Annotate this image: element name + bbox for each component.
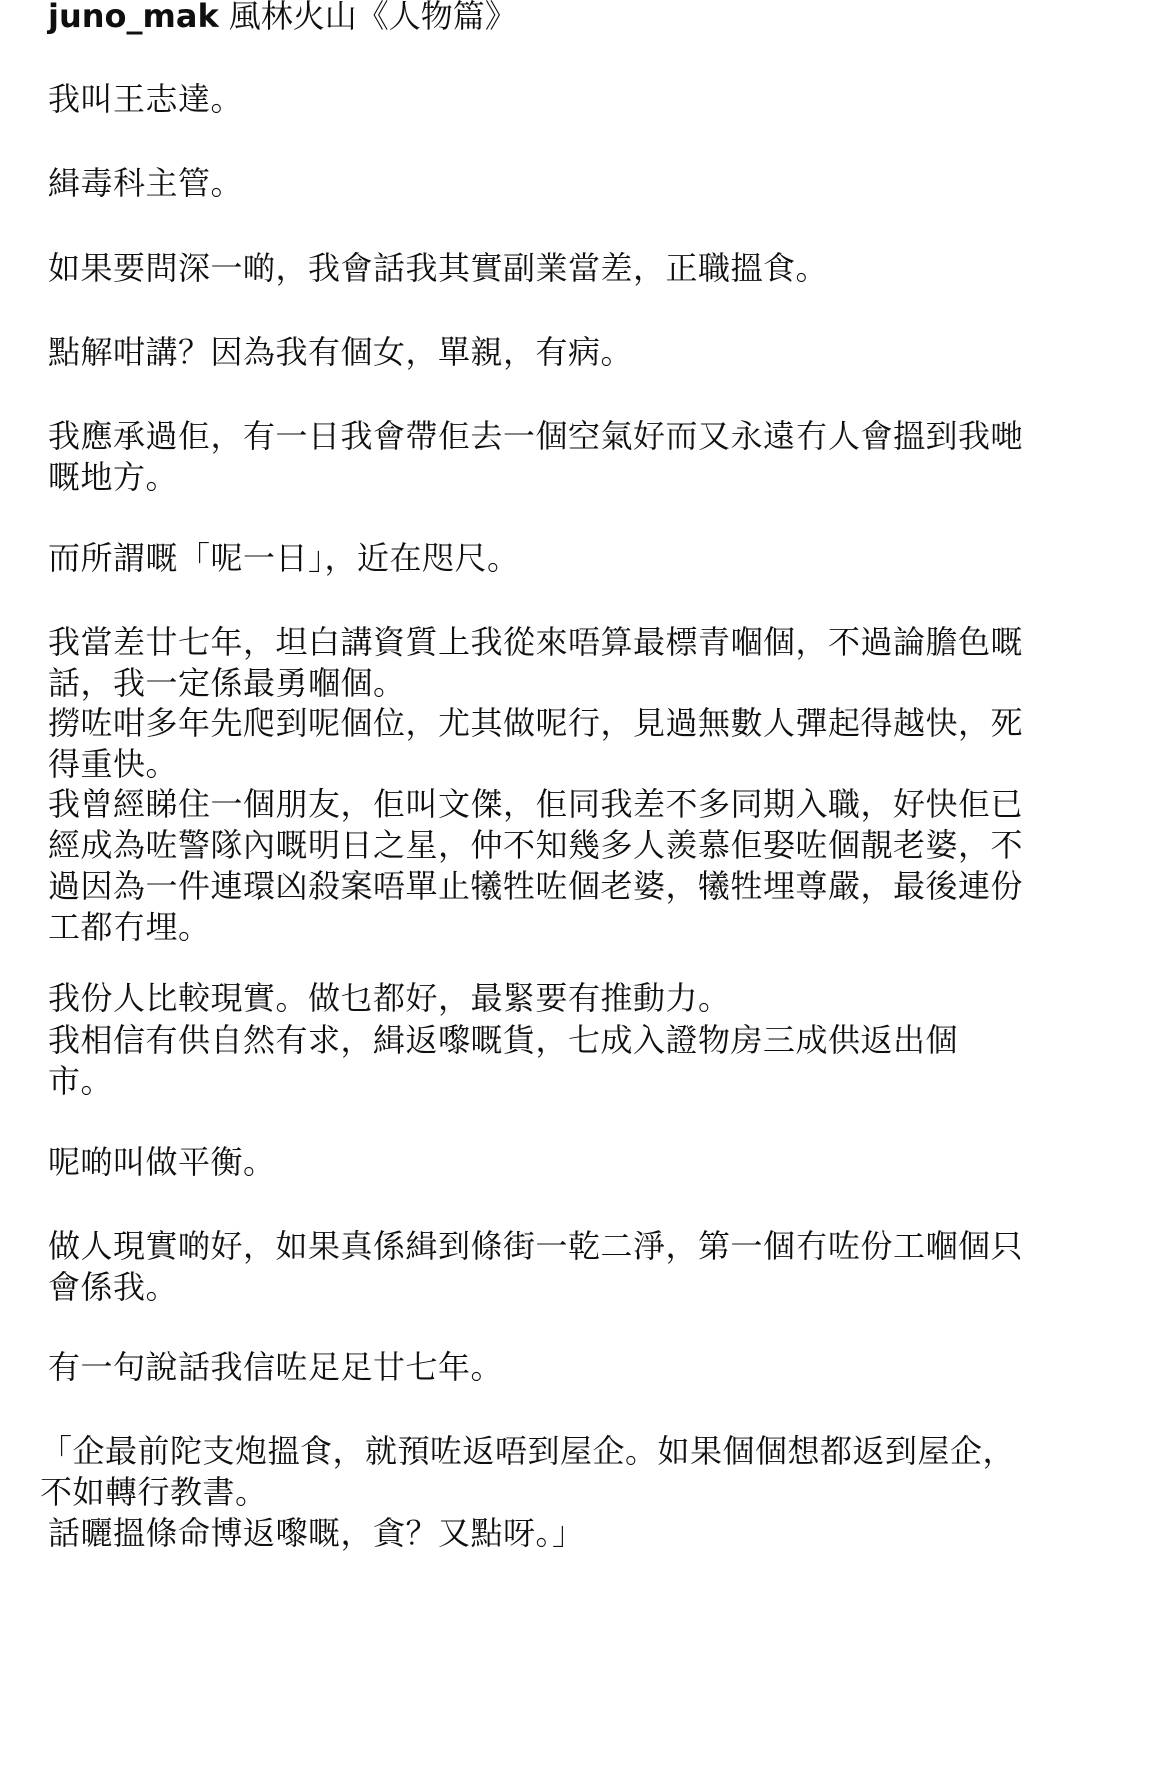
caption-paragraph: 如果要問深一啲，我會話我其實副業當差，正職搵食。	[48, 249, 829, 287]
caption-paragraph: 我相信有供自然有求，緝返嚟嘅貨，七成入證物房三成供返出個 市。	[48, 1021, 959, 1100]
caption-paragraph: 「企最前陀支炮搵食，就預咗返唔到屋企。如果個個想都返到屋企， 不如轉行教書。	[40, 1432, 1016, 1511]
caption-paragraph: 點解咁講？因為我有個女，單親，有病。	[48, 333, 634, 371]
caption-paragraph: 而所謂嘅「呢一日」，近在咫尺。	[48, 539, 520, 577]
caption-paragraph: 緝毒科主管。	[48, 164, 244, 202]
caption-paragraph: 話曬搵條命博返嚟嘅，貪？又點呀。」	[48, 1514, 585, 1552]
username-link[interactable]: juno_mak	[48, 0, 219, 35]
caption-paragraph: 我曾經睇住一個朋友，佢叫文傑，佢同我差不多同期入職，好快佢已 經成為咗警隊內嘅明日之星，仲不知幾多人羨慕佢娶咗個靚老婆，不 過因為一件連環凶殺案唔單止犧牲咗個老婆，犧牲埋尊嚴，最後連份 工都冇埋。	[48, 785, 1024, 946]
caption-paragraph: 我份人比較現實。做乜都好，最緊要有推動力。	[48, 979, 731, 1017]
post-header	[48, 0, 517, 36]
caption-paragraph: 呢啲叫做平衡。	[48, 1143, 276, 1181]
caption-paragraph: 我應承過佢，有一日我會帶佢去一個空氣好而又永遠冇人會搵到我哋 嘅地方。	[48, 417, 1024, 496]
caption-paragraph: 撈咗咁多年先爬到呢個位，尤其做呢行，見過無數人彈起得越快，死 得重快。	[48, 704, 1024, 783]
caption-paragraph: 我當差廿七年，坦白講資質上我從來唔算最標青嗰個，不過論膽色嘅 話，我一定係最勇嗰個。	[48, 623, 1024, 702]
caption-paragraph: 做人現實啲好，如果真係緝到條街一乾二淨，第一個冇咗份工嗰個只 會係我。	[48, 1227, 1024, 1306]
post-title: 風林火山《人物篇》	[228, 0, 517, 35]
caption-paragraph: 有一句說話我信咗足足廿七年。	[48, 1348, 504, 1386]
caption-paragraph: 我叫王志達。	[48, 80, 244, 118]
